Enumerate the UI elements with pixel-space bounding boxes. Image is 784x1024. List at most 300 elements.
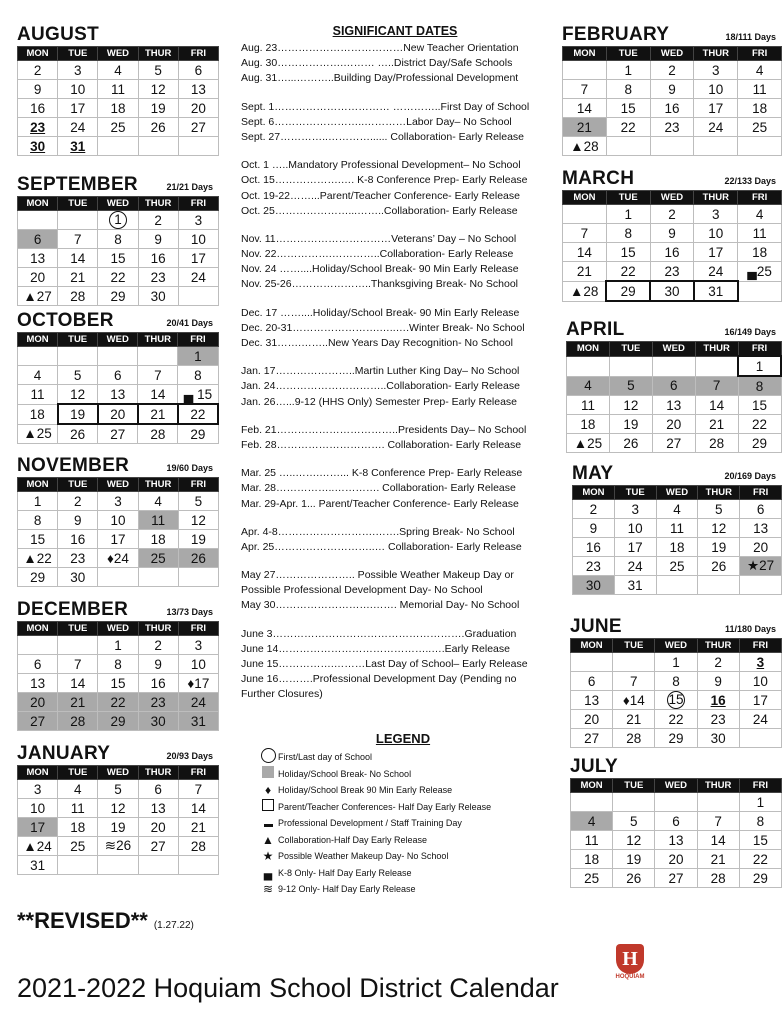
- day-cell: [98, 799, 138, 818]
- day-cell: [98, 404, 138, 424]
- group-spacer: [241, 294, 549, 307]
- day-cell: [138, 693, 178, 712]
- day-cell: [697, 831, 739, 850]
- day-number: 24: [70, 119, 86, 135]
- wave-icon: ≋: [262, 882, 274, 897]
- weekday-header: MON: [567, 342, 610, 357]
- week-row: [571, 729, 782, 748]
- month-may: [572, 463, 782, 595]
- significant-date-entry: Jan. 24…………………………..Collaboration- Early Release: [241, 380, 520, 393]
- week-row: [18, 211, 219, 230]
- day-cell: [695, 434, 738, 453]
- day-cell: [573, 576, 615, 595]
- day-number: 23: [150, 269, 166, 285]
- day-cell: [138, 211, 178, 230]
- day-number: 22: [620, 119, 636, 135]
- day-number: 12: [190, 512, 206, 528]
- day-number: 29: [190, 426, 206, 442]
- day-number: 23: [710, 711, 726, 727]
- day-number: ▲27: [23, 288, 52, 304]
- day-number: 31: [70, 138, 86, 154]
- day-cell: [697, 691, 739, 710]
- day-number: 1: [33, 493, 42, 509]
- weekday-header: MON: [18, 478, 58, 492]
- group-spacer: [241, 615, 549, 628]
- day-cell: [606, 262, 650, 282]
- day-number: 30: [70, 569, 86, 585]
- day-cell: [18, 287, 58, 306]
- legend-label: 9-12 Only- Half Day Early Release: [278, 884, 416, 895]
- day-cell: [740, 538, 782, 557]
- day-number: ♦17: [187, 675, 210, 691]
- day-cell: [178, 99, 218, 118]
- week-row: [18, 780, 219, 799]
- day-number: 8: [624, 81, 632, 97]
- day-cell: [655, 729, 697, 748]
- day-number: 7: [712, 378, 721, 394]
- week-row: [18, 347, 219, 366]
- day-cell: [98, 385, 138, 405]
- day-cell: [58, 799, 98, 818]
- day-cell: [18, 818, 58, 837]
- revised-label: **REVISED**: [17, 908, 148, 933]
- day-number: 12: [711, 520, 727, 536]
- legend-item: [258, 848, 548, 865]
- significant-date-entry: Oct. 15……………….…. K-8 Conference Prep- Early Release: [241, 174, 528, 187]
- day-cell: [138, 674, 178, 693]
- day-cell: [58, 366, 98, 385]
- day-cell: [98, 549, 138, 568]
- weekday-header: WED: [656, 486, 698, 500]
- month-name: JUNE: [570, 616, 622, 637]
- week-row: [18, 530, 219, 549]
- day-cell: [98, 837, 138, 856]
- significant-dates-list: [241, 42, 549, 704]
- week-row: [571, 831, 782, 850]
- day-cell: [18, 230, 58, 249]
- day-number: 18: [752, 244, 768, 260]
- day-cell: [138, 99, 178, 118]
- day-number: 27: [110, 426, 126, 442]
- weekday-header: WED: [98, 622, 138, 636]
- day-cell: [138, 230, 178, 249]
- day-cell: [655, 831, 697, 850]
- day-cell: [655, 672, 697, 691]
- day-number: 31: [627, 577, 643, 593]
- day-cell: [694, 224, 738, 243]
- day-number: 20: [753, 539, 769, 555]
- day-number: 13: [190, 81, 206, 97]
- day-cell: [563, 118, 607, 137]
- legend-items: [258, 749, 548, 898]
- legend-label: Professional Development / Staff Training Day: [278, 818, 462, 829]
- month-jan: [17, 743, 219, 875]
- week-row: [18, 655, 219, 674]
- day-number: 29: [668, 730, 684, 746]
- day-cell: [652, 396, 695, 415]
- day-cell: [652, 356, 695, 376]
- significant-date-entry: May 30……………………….……. Memorial Day- No School: [241, 599, 520, 612]
- day-cell: [738, 356, 781, 376]
- weekday-header: FRI: [178, 197, 218, 211]
- day-cell: [178, 799, 218, 818]
- weekday-header: THUR: [694, 47, 738, 61]
- legend-label: First/Last day of School: [278, 752, 373, 763]
- day-cell: [178, 856, 218, 875]
- weekday-header: TUE: [614, 486, 656, 500]
- day-number: 28: [70, 288, 86, 304]
- day-cell: [138, 568, 178, 587]
- revised-note: [17, 908, 194, 934]
- day-number: 28: [626, 730, 642, 746]
- day-cell: [138, 655, 178, 674]
- day-number: 19: [626, 851, 642, 867]
- day-number: ▲28: [569, 283, 599, 299]
- day-cell: [739, 710, 781, 729]
- day-number: 10: [752, 673, 768, 689]
- day-number: 22: [668, 711, 684, 727]
- month-header: [566, 319, 782, 341]
- day-number: 25: [70, 838, 86, 854]
- day-number: 3: [114, 493, 122, 509]
- day-cell: [563, 281, 607, 301]
- day-cell: [652, 434, 695, 453]
- weekday-header: FRI: [738, 191, 782, 205]
- day-cell: [18, 385, 58, 405]
- day-number: 8: [114, 231, 122, 247]
- day-number: 23: [150, 694, 166, 710]
- weekday-header: TUE: [606, 191, 650, 205]
- triangle-icon: ▲: [262, 832, 274, 847]
- day-cell: [18, 693, 58, 712]
- day-number: 14: [70, 675, 86, 691]
- day-cell: [58, 674, 98, 693]
- month-header: [570, 616, 782, 638]
- day-number: 19: [190, 531, 206, 547]
- month-header: [562, 24, 782, 46]
- day-cell: [18, 712, 58, 731]
- day-cell: [178, 568, 218, 587]
- week-row: [571, 710, 782, 729]
- day-number: 27: [666, 435, 682, 451]
- day-cell: [18, 424, 58, 444]
- day-number: 22: [752, 851, 768, 867]
- weekday-header: FRI: [178, 766, 218, 780]
- day-number: 10: [110, 512, 126, 528]
- day-number: 11: [151, 512, 166, 528]
- week-row: [18, 230, 219, 249]
- weekday-header: TUE: [609, 342, 652, 357]
- month-header: [562, 168, 782, 190]
- day-cell: [739, 691, 781, 710]
- day-number: 19: [711, 539, 727, 555]
- month-day-count: 19/60 Days: [166, 463, 213, 473]
- day-number: 12: [70, 386, 86, 402]
- day-cell: [18, 636, 58, 655]
- week-row: [571, 653, 782, 672]
- day-number: 16: [664, 244, 680, 260]
- week-row: [573, 500, 782, 519]
- day-number: 21: [576, 263, 592, 279]
- day-cell: [58, 61, 98, 80]
- day-number: 15: [668, 692, 684, 707]
- weekday-header: MON: [18, 622, 58, 636]
- weekday-header: WED: [652, 342, 695, 357]
- day-cell: [567, 415, 610, 434]
- day-number: 24: [708, 119, 724, 135]
- day-cell: [58, 99, 98, 118]
- day-cell: [18, 211, 58, 230]
- day-cell: [656, 576, 698, 595]
- month-name: FEBRUARY: [562, 24, 670, 45]
- day-number: 4: [587, 813, 596, 829]
- day-number: ≋26: [104, 838, 132, 853]
- significant-date-entry: Feb. 28…………………………. Collaboration- Early Release: [241, 438, 522, 451]
- day-cell: [138, 530, 178, 549]
- day-cell: [138, 404, 178, 424]
- day-cell: [652, 376, 695, 396]
- significant-date-entry: Mar. 29-Apr. 1... Parent/Teacher Conference- Early Release: [241, 497, 519, 510]
- day-number: 5: [630, 813, 638, 829]
- day-number: 11: [70, 800, 85, 816]
- significant-dates-title: SIGNIFICANT DATES: [332, 24, 458, 38]
- week-row: [563, 99, 782, 118]
- day-number: 24: [627, 558, 643, 574]
- month-mar: [562, 168, 782, 302]
- day-cell: [613, 691, 655, 710]
- day-cell: [573, 500, 615, 519]
- day-number: 10: [190, 231, 206, 247]
- day-number: 10: [190, 656, 206, 672]
- day-number: 19: [150, 100, 166, 116]
- day-cell: [98, 347, 138, 366]
- day-cell: [58, 137, 98, 156]
- day-number: 8: [672, 673, 680, 689]
- day-cell: [694, 281, 738, 301]
- day-cell: [18, 530, 58, 549]
- day-number: 28: [70, 713, 86, 729]
- day-cell: [98, 568, 138, 587]
- day-cell: [58, 837, 98, 856]
- day-number: 24: [190, 694, 206, 710]
- day-cell: [697, 793, 739, 812]
- day-cell: [563, 262, 607, 282]
- day-cell: [697, 869, 739, 888]
- day-cell: [178, 492, 218, 511]
- month-aug: [17, 24, 219, 156]
- legend-label: Holiday/School Break 90 Min Early Release: [278, 785, 453, 796]
- day-number: 3: [712, 62, 720, 78]
- weekday-header: FRI: [178, 47, 218, 61]
- day-cell: [138, 287, 178, 306]
- day-cell: [739, 729, 781, 748]
- day-cell: [614, 576, 656, 595]
- day-number: 2: [589, 501, 598, 517]
- day-number: 17: [30, 819, 46, 835]
- day-number: 18: [110, 100, 126, 116]
- month-grid: [562, 190, 782, 302]
- day-cell: [738, 205, 782, 224]
- logo-shield-icon: H: [616, 944, 644, 974]
- significant-date-entry: Dec. 17 ……....Holiday/School Break- 90 Min Early Release: [241, 306, 520, 319]
- logo-text: HOQUIAM: [615, 974, 645, 980]
- weekday-header: THUR: [694, 191, 738, 205]
- day-number: 16: [585, 539, 601, 555]
- day-number: 26: [150, 119, 166, 135]
- day-cell: [738, 415, 781, 434]
- weekday-header: MON: [18, 47, 58, 61]
- day-number: 31: [708, 283, 724, 299]
- day-number: 13: [150, 800, 166, 816]
- day-cell: [613, 729, 655, 748]
- day-number: 24: [190, 269, 206, 285]
- day-cell: [178, 837, 218, 856]
- month-grid: [17, 621, 219, 731]
- weekday-header: TUE: [58, 197, 98, 211]
- week-row: [563, 262, 782, 282]
- day-cell: [739, 850, 781, 869]
- day-number: ▄25: [747, 263, 772, 279]
- day-cell: [138, 799, 178, 818]
- weekday-header: MON: [571, 779, 613, 793]
- day-cell: [58, 655, 98, 674]
- group-spacer: [241, 88, 549, 101]
- legend-label: Possible Weather Makeup Day- No School: [278, 851, 449, 862]
- day-number: 13: [584, 692, 600, 708]
- day-cell: [650, 281, 694, 301]
- day-number: 21: [709, 416, 725, 432]
- day-cell: [58, 856, 98, 875]
- day-cell: [606, 99, 650, 118]
- day-cell: [694, 243, 738, 262]
- week-row: [563, 80, 782, 99]
- day-cell: [98, 99, 138, 118]
- week-row: [573, 576, 782, 595]
- day-cell: [58, 492, 98, 511]
- day-number: 6: [154, 781, 162, 797]
- weekday-header: THUR: [698, 486, 740, 500]
- month-day-count: 20/93 Days: [166, 751, 213, 761]
- day-cell: [98, 61, 138, 80]
- day-cell: [573, 519, 615, 538]
- day-cell: [606, 61, 650, 80]
- week-row: [18, 61, 219, 80]
- month-name: AUGUST: [17, 24, 100, 45]
- day-number: 12: [150, 81, 166, 97]
- week-row: [18, 712, 219, 731]
- week-row: [563, 118, 782, 137]
- day-cell: [738, 262, 782, 282]
- day-number: 25: [669, 558, 685, 574]
- day-number: 20: [666, 416, 682, 432]
- day-number: 20: [110, 406, 126, 422]
- group-spacer: [241, 146, 549, 159]
- day-number: 14: [150, 386, 166, 402]
- day-cell: [695, 356, 738, 376]
- day-number: 18: [150, 531, 166, 547]
- day-cell: [606, 281, 650, 301]
- day-cell: [695, 396, 738, 415]
- day-number: 5: [627, 378, 635, 394]
- gray-box-icon: [258, 766, 278, 781]
- month-jun: [570, 616, 782, 748]
- significant-date-entry: Aug. 23………………………………New Teacher Orientation: [241, 42, 519, 54]
- day-cell: [655, 812, 697, 831]
- month-grid: [17, 46, 219, 156]
- weekday-header: THUR: [138, 333, 178, 347]
- month-name: OCTOBER: [17, 310, 114, 331]
- day-number: 6: [33, 656, 42, 672]
- day-number: 16: [664, 100, 680, 116]
- day-cell: [138, 61, 178, 80]
- day-number: ♦24: [107, 550, 129, 566]
- day-cell: [178, 118, 218, 137]
- significant-date-entry: Jan. 26…...9-12 (HHS Only) Semester Prep- Early Release: [241, 395, 518, 408]
- day-cell: [18, 549, 58, 568]
- month-name: DECEMBER: [17, 599, 129, 620]
- day-cell: [18, 492, 58, 511]
- day-number: 30: [710, 730, 726, 746]
- group-spacer: [241, 352, 549, 365]
- day-number: 19: [110, 819, 126, 835]
- day-number: 22: [110, 269, 126, 285]
- significant-date-entry: June 15…………….………Last Day of School– Early Release: [241, 658, 528, 670]
- week-row: [573, 557, 782, 576]
- day-number: ▲24: [23, 838, 52, 854]
- day-number: 3: [712, 206, 720, 222]
- day-number: 22: [752, 416, 768, 432]
- day-number: ★27: [747, 558, 775, 573]
- day-number: 15: [110, 675, 126, 691]
- significant-date-entry: Oct. 1 …..Mandatory Professional Development– No School: [241, 159, 521, 172]
- significant-date-entry: Oct. 19-22……...Parent/Teacher Conference- Early Release: [241, 189, 520, 202]
- legend-item: [258, 815, 548, 832]
- school-logo: [608, 944, 652, 994]
- day-number: 19: [623, 416, 639, 432]
- month-day-count: 20/169 Days: [724, 471, 776, 481]
- day-cell: [98, 780, 138, 799]
- day-number: 9: [33, 81, 42, 97]
- day-number: 2: [154, 637, 162, 653]
- day-number: 1: [624, 206, 632, 222]
- day-cell: [606, 80, 650, 99]
- month-header: [17, 24, 219, 46]
- day-cell: [571, 793, 613, 812]
- day-cell: [178, 268, 218, 287]
- week-row: [571, 850, 782, 869]
- day-number: 15: [752, 397, 768, 413]
- day-cell: [655, 869, 697, 888]
- day-cell: [650, 99, 694, 118]
- day-cell: [178, 780, 218, 799]
- day-cell: [613, 793, 655, 812]
- day-number: 9: [589, 520, 598, 536]
- day-number: 17: [708, 244, 724, 260]
- day-cell: [138, 837, 178, 856]
- week-row: [18, 137, 219, 156]
- day-number: 26: [623, 435, 639, 451]
- day-cell: [178, 287, 218, 306]
- month-name: MAY: [572, 463, 614, 484]
- week-row: [18, 424, 219, 444]
- day-number: 21: [70, 269, 86, 285]
- day-number: 3: [33, 781, 42, 797]
- day-cell: [58, 211, 98, 230]
- weekday-header: FRI: [738, 342, 781, 357]
- day-number: 22: [110, 694, 126, 710]
- day-cell: [697, 812, 739, 831]
- day-number: 3: [74, 62, 82, 78]
